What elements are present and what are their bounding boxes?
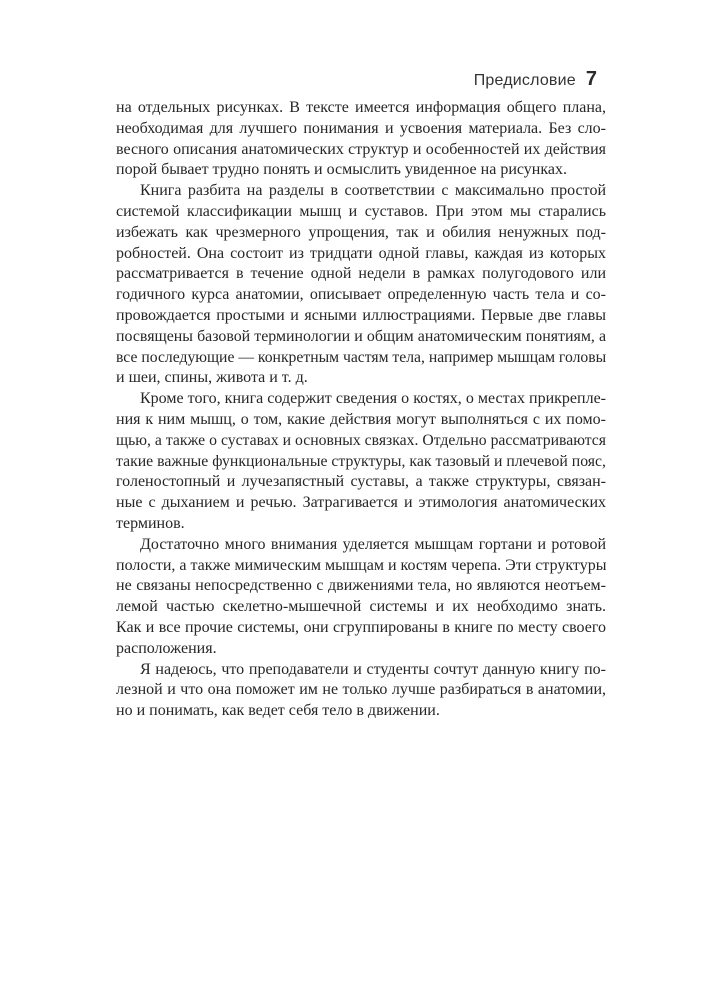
text-line: расположения. <box>116 639 217 657</box>
text-line: голеностопный и лучезапястный суставы, а также структуры, связан- <box>116 473 606 491</box>
text-line: рассматривается в течение одной недели в рамках полугодового или <box>116 265 606 283</box>
text-line: Я надеюсь, что преподаватели и студенты сочтут данную книгу по- <box>140 660 606 678</box>
text-line: Достаточно много внимания уделяется мышцам гортани и ротовой <box>140 535 606 553</box>
text-line: не связаны непосредственно с движениями тела, но являются неотъем- <box>116 577 606 595</box>
text-line: весного описания анатомических структур и особенностей их действия <box>116 140 606 158</box>
text-line: посвящены базовой терминологии и общим анатомическим понятиям, а <box>116 327 606 345</box>
text-line: избежать как чрезмерного упрощения, так и обилия ненужных под- <box>116 223 606 241</box>
text-line: лемой частью скелетно-мышечной системы и их необходимо знать. <box>116 598 606 616</box>
text-line: системой классификации мышц и суставов. При этом мы старались <box>116 202 606 220</box>
text-line: полости, а также мимическим мышцам и костям черепа. Эти структуры <box>116 556 607 574</box>
text-line: такие важные функциональные структуры, как тазовый и плечевой пояс, <box>116 452 606 470</box>
text-line: щью, а также о суставах и основных связках. Отдельно рассматриваются <box>116 431 606 449</box>
text-line: Как и все прочие системы, они сгруппированы в книге по месту своего <box>116 618 606 636</box>
text-line: терминов. <box>116 514 185 532</box>
text-line: и шеи, спины, живота и т. д. <box>116 369 308 387</box>
text-line: ния к ним мышц, о том, какие действия могут выполняться с их помо- <box>116 410 606 428</box>
paragraph-2 <box>116 181 606 389</box>
text-line: робностей. Она состоит из тридцати одной главы, каждая из которых <box>116 244 606 262</box>
text-line: все последующие — конкретным частям тела, например мышцам головы <box>116 348 607 366</box>
text-line: годичного курса анатомии, описывает определенную часть тела и со- <box>116 286 606 304</box>
text-line: на отдельных рисунках. В тексте имеется информация общего плана, <box>116 99 606 116</box>
running-title: Предисловие <box>473 72 576 89</box>
page-number: 7 <box>585 68 597 90</box>
paragraph-1 <box>116 98 606 181</box>
body-text <box>116 98 606 722</box>
paragraph-4 <box>116 535 606 660</box>
text-line: порой бывает трудно понять и осмыслить увиденное на рисунках. <box>116 161 567 179</box>
paragraph-3 <box>116 389 606 535</box>
text-line: но и понимать, как ведет себя тело в движении. <box>116 702 440 720</box>
text-line: Книга разбита на разделы в соответствии с максимально простой <box>140 182 606 200</box>
running-head <box>474 68 597 91</box>
text-line: ные с дыханием и речью. Затрагивается и этимология анатомических <box>116 494 606 512</box>
text-line: Кроме того, книга содержит сведения о костях, о местах прикрепле- <box>140 390 606 408</box>
text-line: необходимая для лучшего понимания и усвоения материала. Без сло- <box>116 119 606 137</box>
paragraph-5 <box>116 660 606 722</box>
text-line: провождается простыми и ясными иллюстрациями. Первые две главы <box>116 306 606 324</box>
text-line: лезной и что она поможет им не только лучше разбираться в анатомии, <box>116 681 606 699</box>
